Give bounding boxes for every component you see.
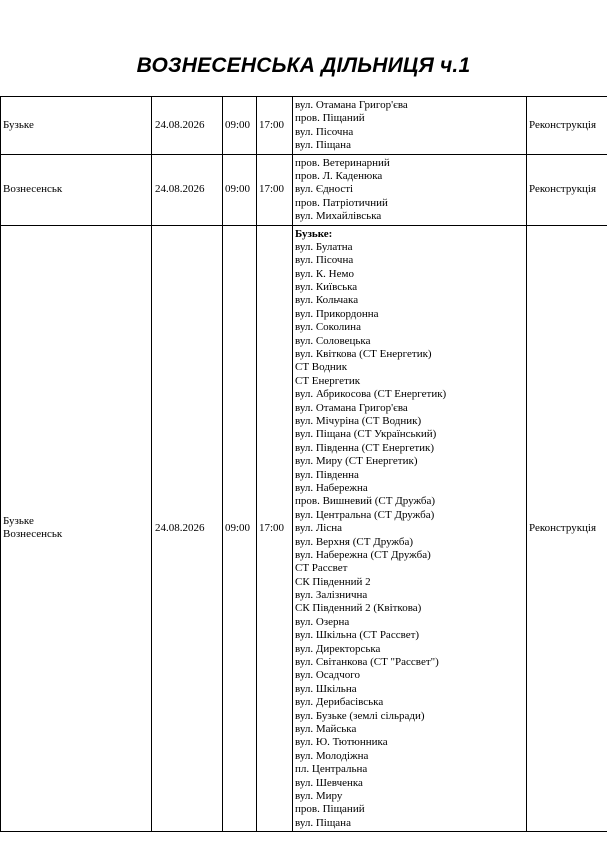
- address-item: вул. Центральна (СТ Дружба): [295, 508, 435, 521]
- page-title: ВОЗНЕСЕНСЬКА ДІЛЬНИЦЯ ч.1: [136, 54, 471, 77]
- date-cell: 24.08.2026: [152, 225, 223, 832]
- addresses-cell: [293, 154, 527, 225]
- address-item: вул. Директорська: [295, 642, 381, 655]
- address-item: вул. Піщана: [295, 816, 351, 829]
- settlement-name: Бузьке: [3, 118, 34, 131]
- address-item: вул. Кольчака: [295, 294, 359, 307]
- table-row: [1, 225, 607, 832]
- address-item: вул. Отамана Григор'єва: [295, 401, 408, 414]
- address-item: вул. Мічуріна (СТ Водник): [295, 414, 422, 427]
- start-time-cell: 09:00: [223, 225, 257, 832]
- address-item: вул. Піщана: [295, 139, 351, 152]
- settlement-cell: [1, 225, 152, 832]
- end-time-cell: 17:00: [257, 154, 293, 225]
- start-time-cell: 09:00: [223, 154, 257, 225]
- start-time-cell: 09:00: [223, 97, 257, 155]
- address-item: пров. Піщаний: [295, 112, 365, 125]
- address-item: вул. Шевченка: [295, 776, 363, 789]
- address-item: вул. Осадчого: [295, 669, 361, 682]
- address-item: СТ Рассвет: [295, 562, 348, 575]
- address-item: вул. Набережна (СТ Дружба): [295, 548, 431, 561]
- address-item: пров. Патріотичний: [295, 196, 388, 209]
- address-item: пров. Ветеринарний: [295, 156, 390, 169]
- address-item: вул. Квіткова (СТ Енергетик): [295, 348, 432, 361]
- settlement-name: Вознесенськ: [3, 182, 63, 195]
- end-time-cell: 17:00: [257, 225, 293, 832]
- address-item: вул. Набережна: [295, 481, 368, 494]
- work-type-cell: Реконструкція: [527, 154, 607, 225]
- table-row: [1, 154, 607, 225]
- address-item: вул. К. Немо: [295, 267, 354, 280]
- work-type-cell: Реконструкція: [527, 97, 607, 155]
- outage-table: [0, 96, 607, 832]
- address-item: вул. Соловецька: [295, 334, 371, 347]
- address-item: вул. Отамана Григор'єва: [295, 99, 408, 111]
- address-item: вул. Верхня (СТ Дружба): [295, 535, 414, 548]
- settlement-cell: [1, 154, 152, 225]
- address-item: вул. Піщана (СТ Український): [295, 428, 437, 441]
- address-item: вул. Єдності: [295, 183, 354, 196]
- address-item: вул. Молодіжна: [295, 749, 369, 762]
- address-item: вул. Шкільна (СТ Рассвет): [295, 629, 420, 642]
- addresses-cell: [293, 225, 527, 832]
- address-item: вул. Озерна: [295, 615, 350, 628]
- address-item: вул. Шкільна: [295, 682, 357, 695]
- settlement-name: Вознесенськ: [3, 528, 63, 541]
- address-item: вул. Лісна: [295, 522, 342, 535]
- settlement-cell: [1, 97, 152, 155]
- end-time-cell: 17:00: [257, 97, 293, 155]
- address-item: вул. Миру: [295, 789, 343, 802]
- address-item: СТ Енергетик: [295, 374, 361, 387]
- address-item: вул. Миру (СТ Енергетик): [295, 455, 418, 468]
- table-row: [1, 97, 607, 155]
- address-item: вул. Пісочна: [295, 125, 354, 138]
- address-item: пл. Центральна: [295, 763, 368, 776]
- address-item: СК Південний 2: [295, 575, 371, 588]
- address-group-heading: Бузьке:: [295, 227, 333, 240]
- address-item: вул. Південна (СТ Енергетик): [295, 441, 435, 454]
- address-item: вул. Абрикосова (СТ Енергетик): [295, 388, 447, 401]
- date-cell: 24.08.2026: [152, 154, 223, 225]
- address-item: вул. Пісочна: [295, 254, 354, 267]
- work-type-cell: Реконструкція: [527, 225, 607, 832]
- date-cell: 24.08.2026: [152, 97, 223, 155]
- address-item: вул. Прикордонна: [295, 307, 379, 320]
- address-item: вул. Михайлівська: [295, 210, 382, 223]
- address-item: пров. Вишневий (СТ Дружба): [295, 495, 436, 508]
- address-item: вул. Залізнична: [295, 589, 368, 602]
- address-item: СК Південний 2 (Квіткова): [295, 602, 422, 615]
- address-item: пров. Л. Каденюка: [295, 169, 383, 182]
- address-item: вул. Світанкова (СТ "Рассвет"): [295, 656, 439, 669]
- address-item: вул. Булатна: [295, 240, 353, 253]
- address-item: вул. Дерибасівська: [295, 696, 384, 709]
- address-item: пров. Піщаний: [295, 803, 365, 816]
- address-item: вул. Південна: [295, 468, 359, 481]
- address-item: вул. Соколина: [295, 321, 361, 334]
- address-item: вул. Майська: [295, 722, 357, 735]
- address-item: вул. Бузьке (землі сільради): [295, 709, 425, 722]
- addresses-cell: [293, 97, 527, 155]
- address-item: вул. Київська: [295, 281, 358, 294]
- address-item: вул. Ю. Тютюнника: [295, 736, 388, 749]
- settlement-name: Бузьке: [3, 514, 34, 527]
- address-item: СТ Водник: [295, 361, 348, 374]
